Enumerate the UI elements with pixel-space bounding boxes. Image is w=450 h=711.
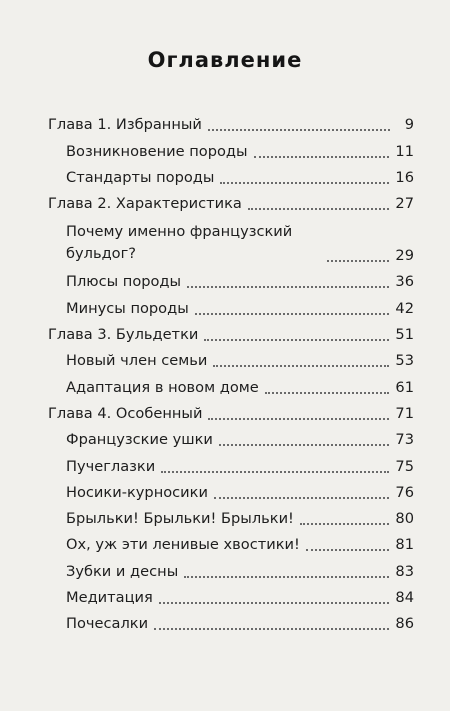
toc-entry-page: 76 [395, 483, 414, 501]
toc-entry [48, 581, 414, 607]
toc-entry-label: Плюсы породы [66, 273, 182, 291]
toc-entry-page: 53 [395, 352, 414, 370]
dot-leader [214, 496, 389, 499]
toc-entry [48, 134, 414, 160]
toc-entry-label: Возникновение породы [66, 142, 248, 160]
toc-entry-label: Пучеглазки [66, 457, 156, 475]
toc-entry-label: Новый член семьи [66, 352, 208, 370]
toc-entry-label: Медитация [66, 589, 153, 607]
toc-entry-label: Глава 4. Особенный [48, 404, 203, 422]
dot-leader [184, 575, 389, 578]
toc-entry-page: 51 [395, 326, 414, 344]
toc-entry [48, 528, 414, 554]
dot-leader [265, 391, 390, 394]
toc-entry-page: 84 [395, 589, 414, 607]
toc-entry-page: 27 [395, 195, 414, 213]
dot-leader [300, 522, 390, 525]
toc-entry-page: 75 [395, 457, 414, 475]
toc-entry [48, 607, 414, 633]
dot-leader [159, 601, 390, 604]
dot-leader [161, 470, 389, 473]
toc-entry-label: Адаптация в новом доме [66, 378, 259, 396]
toc-entry [48, 397, 414, 423]
toc-entry-label: Глава 2. Характеристика [48, 195, 242, 213]
toc-entry [48, 370, 414, 396]
toc-entry-page: 11 [395, 142, 414, 160]
toc-entry-label: Почесалки [66, 615, 149, 633]
toc-entry-page: 81 [395, 536, 414, 554]
toc-entry-page: 73 [395, 431, 414, 449]
toc-entry [48, 449, 414, 475]
toc-entry-page: 42 [395, 299, 414, 317]
dot-leader [220, 181, 389, 184]
toc-entry-page: 83 [395, 562, 414, 580]
toc-entry [48, 502, 414, 528]
toc-entry [48, 108, 414, 134]
toc-entry-label: Глава 3. Бульдетки [48, 326, 199, 344]
dot-leader [306, 548, 390, 551]
toc-entry-label: Французские ушки [66, 431, 213, 449]
dot-leader [204, 338, 389, 341]
dot-leader [154, 627, 389, 630]
toc-entry [48, 423, 414, 449]
toc-entry-page: 80 [395, 510, 414, 528]
toc-entry-page: 9 [404, 116, 414, 134]
dot-leader [187, 285, 389, 288]
toc-entry [48, 213, 414, 265]
toc-entry-label: Минусы породы [66, 299, 189, 317]
toc-entry-page: 86 [395, 615, 414, 633]
toc-entry-label: Ох, уж эти ленивые хвостики! [66, 536, 300, 554]
toc-entry [48, 265, 414, 291]
toc-entry [48, 344, 414, 370]
toc-entry-label: Глава 1. Избранный [48, 116, 202, 134]
toc-entry-page: 16 [395, 168, 414, 186]
toc-entry [48, 291, 414, 317]
toc-entry [48, 187, 414, 213]
dot-leader [327, 259, 389, 262]
toc-entry [48, 476, 414, 502]
dot-leader [208, 128, 390, 131]
toc-entry-page: 61 [395, 378, 414, 396]
toc-entry-page: 36 [395, 273, 414, 291]
toc-entry [48, 161, 414, 187]
dot-leader [195, 312, 390, 315]
dot-leader [213, 364, 389, 367]
dot-leader [254, 155, 390, 158]
table-of-contents [48, 108, 414, 633]
toc-entry-label: Брыльки! Брыльки! Брыльки! [66, 510, 294, 528]
dot-leader [248, 207, 390, 210]
toc-entry-page: 29 [395, 247, 414, 265]
toc-entry-label: Почему именно французский бульдог? [66, 223, 293, 263]
dot-leader [208, 417, 389, 420]
toc-entry-label: Стандарты породы [66, 168, 215, 186]
page-title: Оглавление [147, 48, 303, 72]
toc-entry-page: 71 [395, 404, 414, 422]
dot-leader [219, 443, 390, 446]
toc-entry-label: Зубки и десны [66, 562, 179, 580]
toc-entry-label: Носики-курносики [66, 483, 208, 501]
toc-entry [48, 554, 414, 580]
toc-entry [48, 318, 414, 344]
